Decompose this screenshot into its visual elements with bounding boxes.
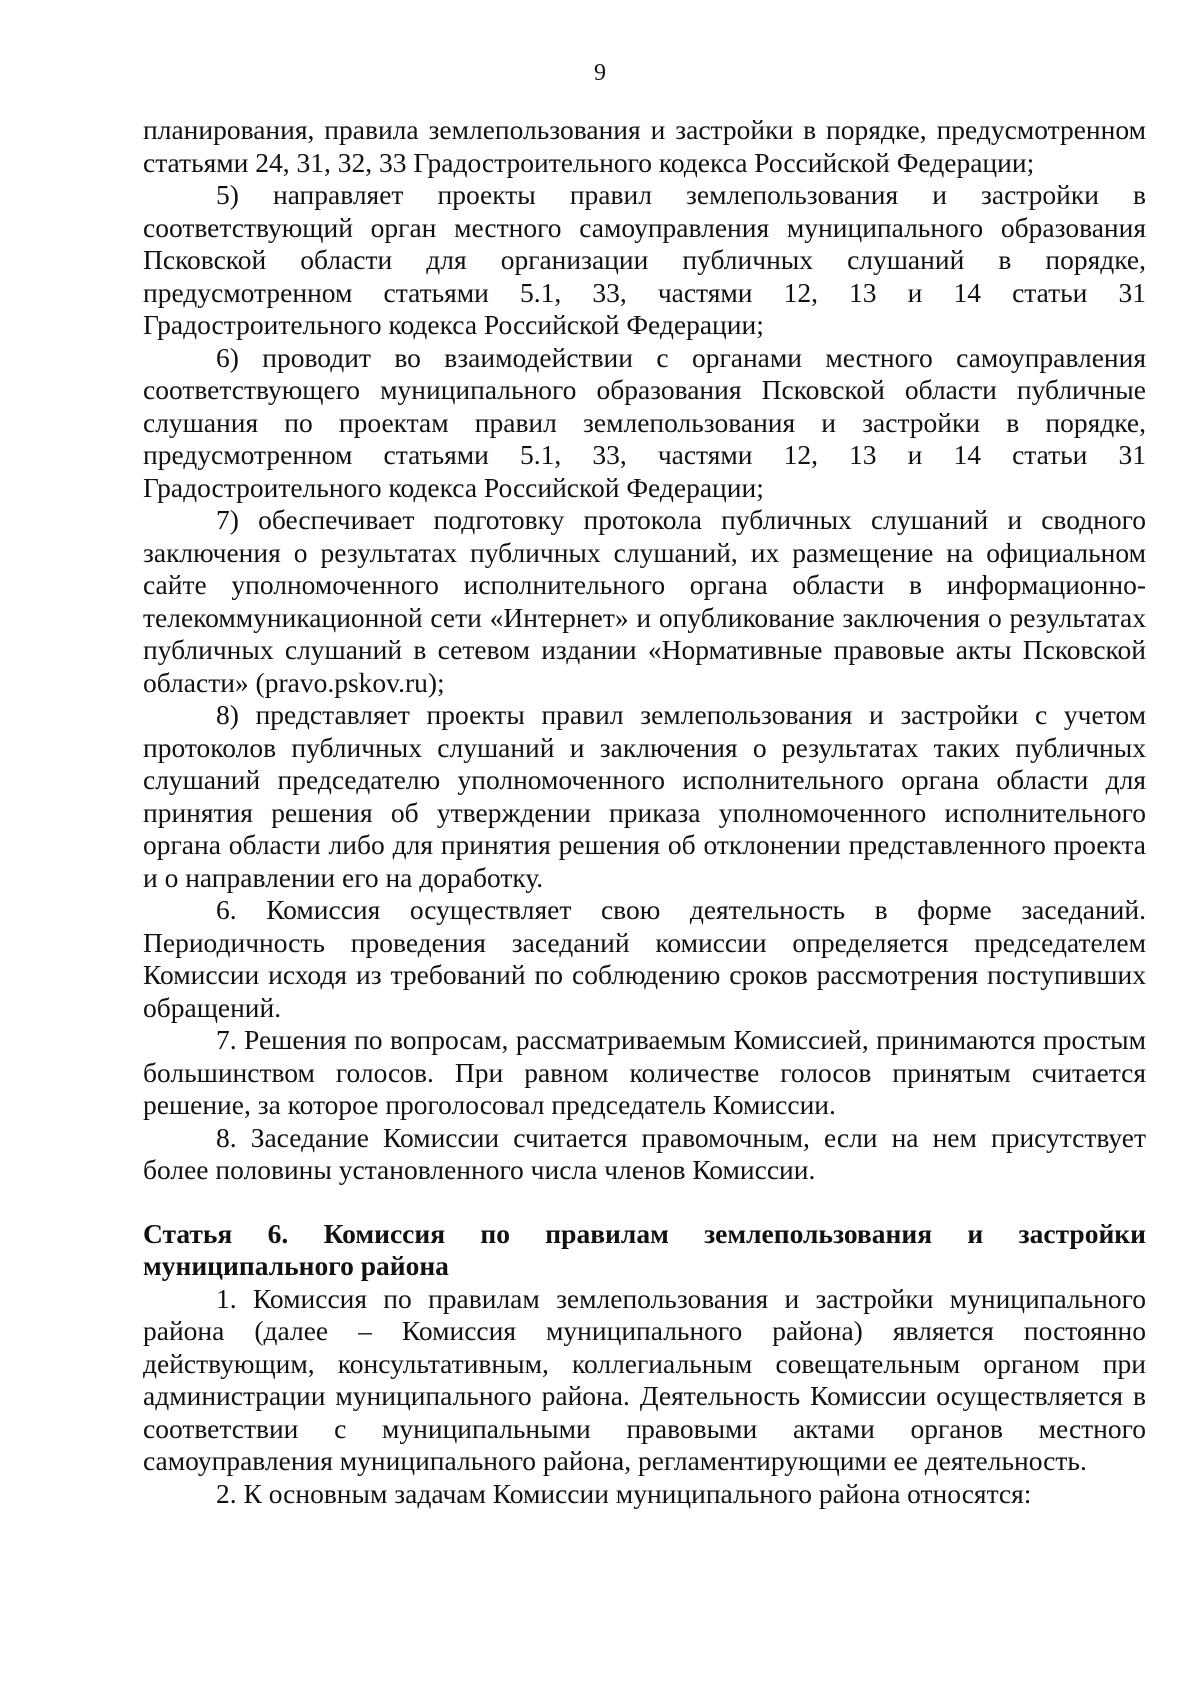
paragraph-item-7: 7) обеспечивает подготовку протокола публичных слушаний и сводного заключения о результатах публичных слушаний, их размещение на официальном сайте уполномоченного исполнительного органа области в информационно-телекоммуникационной сети «Интернет» и опубликование заключения о результатах публичных слушаний в сетевом издании «Нормативные правовые акты Псковской области» (pravo.pskov.ru); [143, 504, 1146, 698]
document-body [143, 114, 1146, 1510]
paragraph-article-point-1: 1. Комиссия по правилам землепользования и застройки муниципального района (далее – Комиссия муниципального района) является постоянно действующим, консультативным, коллегиальным совещательным органом при администрации муниципального района. Деятельность Комиссии осуществляется в соответствии с муниципальными правовыми актами органов местного самоуправления муниципального района, регламентирующими ее деятельность. [143, 1282, 1146, 1476]
paragraph-article-point-2: 2. К основным задачам Комиссии муниципального района относятся: [216, 1477, 1032, 1509]
page-number: 9 [594, 60, 606, 86]
paragraph-item-5: 5) направляет проекты правил землепользования и застройки в соответствующий орган местного самоуправления муниципального образования Псковской области для организации публичных слушаний в порядке, предусмотренном статьями 5.1, 33, частями 12, 13 и 14 статьи 31 Градостроительного кодекса Российской Федерации; [143, 179, 1146, 340]
paragraph-point-6: 6. Комиссия осуществляет свою деятельность в форме заседаний. Периодичность проведения заседаний комиссии определяется председателем Комиссии исходя из требований по соблюдению сроков рассмотрения поступивших обращений. [143, 894, 1146, 1023]
paragraph-point-8: 8. Заседание Комиссии считается правомочным, если на нем присутствует более половины установленного числа членов Комиссии. [143, 1121, 1146, 1185]
paragraph-continuation: планирования, правила землепользования и застройки в порядке, предусмотренном статьями 24, 31, 32, 33 Градостроительного кодекса Российской Федерации; [143, 114, 1146, 178]
paragraph-point-7: 7. Решения по вопросам, рассматриваемым Комиссией, принимаются простым большинством голосов. При равном количестве голосов принятым считается решение, за которое проголосовал председатель Комиссии. [143, 1024, 1146, 1120]
article-heading: Статья 6. Комиссия по правилам землепользования и застройки муниципального района [143, 1217, 1146, 1281]
paragraph-item-8: 8) представляет проекты правил землепользования и застройки с учетом протоколов публичных слушаний и заключения о результатах таких публичных слушаний председателю уполномоченного исполнительного органа области для принятия решения об утверждении приказа уполномоченного исполнительного органа области либо для принятия решения об отклонении представленного проекта и о направлении его на доработку. [143, 699, 1146, 893]
paragraph-item-6: 6) проводит во взаимодействии с органами местного самоуправления соответствующего муниципального образования Псковской области публичные слушания по проектам правил землепользования и застройки в порядке, предусмотренном статьями 5.1, 33, частями 12, 13 и 14 статьи 31 Градостроительного кодекса Российской Федерации; [143, 341, 1146, 503]
